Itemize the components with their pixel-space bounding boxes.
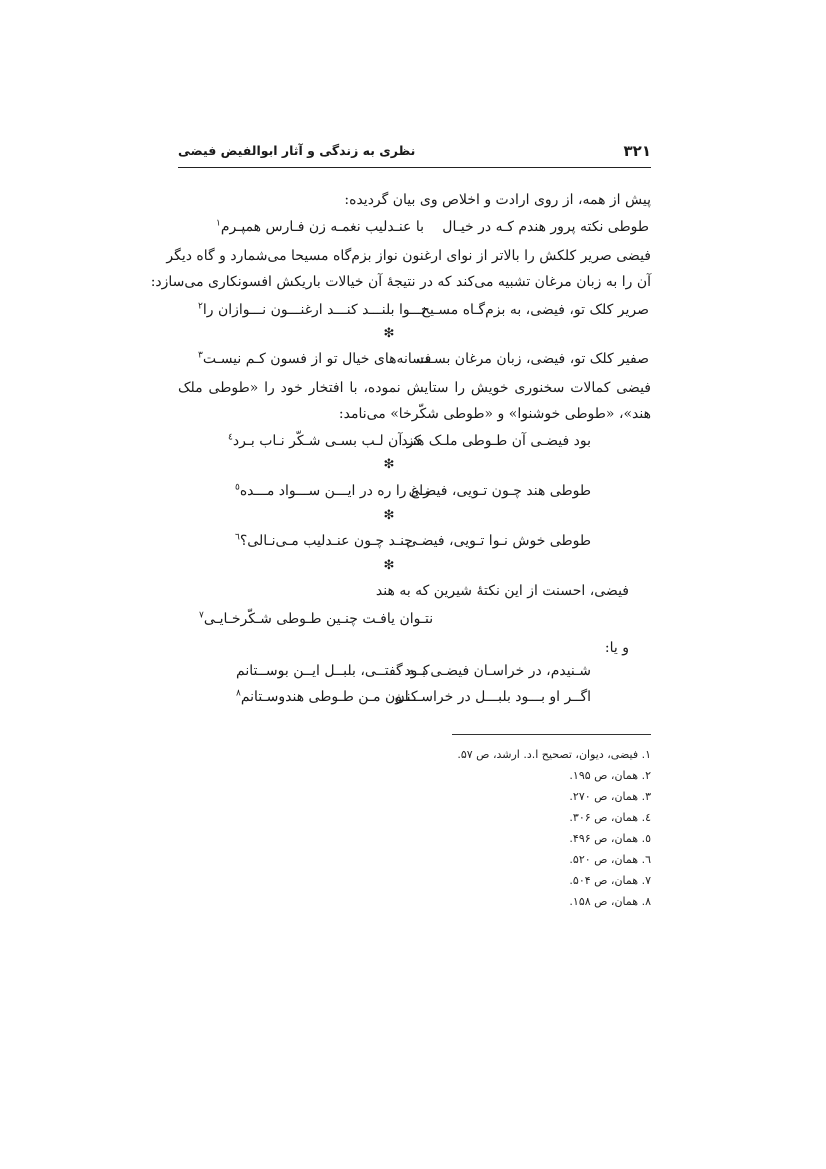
verse-4-left-text: کز آن لـب بسـی شـکّر نـاب بـرد [232, 433, 422, 449]
footnote-item: ٦. همان، ص ۵۲۰. [569, 853, 651, 866]
verse-separator-star: ❇ [383, 457, 395, 472]
verse-7-line-1: فیضی، احسنت از این نکتهٔ شیرین که به هند [375, 583, 629, 599]
header-divider [178, 167, 651, 168]
verse-2-left-text: نـــوا بلنـــد کنـــد ارغنـــون نـــوازان را [202, 302, 427, 318]
verse-9-left-hemistich [236, 687, 418, 707]
footnote-ref-5: ٥ [235, 482, 240, 493]
running-header [178, 140, 651, 164]
verse-1-left-hemistich [216, 217, 424, 237]
verse-9-left-text: کنـون مـن طـوطی هندوسـتانم [240, 689, 418, 705]
verse-8-right-text: شـنیدم، در خراسـان فیضـی بـود [404, 663, 591, 679]
footnote-item: ۳. همان، ص ۲۷۰. [569, 790, 651, 803]
footnote-divider [452, 734, 651, 735]
verse-8-left-text: کــه گفتــی، بلبــل ایــن بوســتانم [236, 663, 430, 679]
verse-2-right-hemistich [421, 300, 649, 320]
verse-5-left-text: زاغ را ره در ایـــن ســـواد مـــده [239, 483, 430, 499]
verse-1-left-text: با عنـدلیب نغمـه زن فـارس همپـرم [220, 219, 425, 235]
verse-3-left-text: فسانه‌های خیال تو از فسون کـم نیسـت [202, 351, 432, 367]
verse-9-right-text: اگــر او بـــود بلبـــل در خراســـان [394, 689, 591, 705]
footnote-item: ۱. فیضی، دیوان، تصحیح ا.د. ارشد، ص ۵۷. [457, 748, 651, 761]
verse-5-right-text: طوطی هند چـون تـویی، فیضـی [408, 483, 591, 499]
verse-5-left-hemistich [235, 481, 430, 501]
footnote-item: ۷. همان، ص ۵۰۴. [569, 874, 651, 887]
verse-9-right-hemistich [394, 687, 591, 707]
verse-5-right-hemistich [409, 481, 591, 501]
verse-4-right-text: بود فیضـی آن طـوطی ملـک هنـد [401, 433, 591, 449]
footnote-item: ٥. همان، ص ۴۹۶. [569, 832, 651, 845]
verse-separator-star: ❇ [383, 508, 395, 523]
verse-1-right-text: طوطی نکته پرور هندم کـه در خیـال [442, 219, 649, 235]
verse-7-line-2-text: نتـوان یافـت چنـین طـوطی شـکّرخـایـی [203, 611, 434, 627]
footnote-ref-2: ۲ [198, 301, 203, 312]
verse-8-right-hemistich [404, 661, 591, 681]
running-title: نظری به زندگی و آثار ابوالفیض فیضی [178, 143, 416, 158]
footnote-ref-1: ۱ [216, 218, 221, 229]
footnote-ref-3: ۳ [198, 350, 203, 361]
verse-4-left-hemistich [228, 431, 421, 451]
verse-6-right-hemistich [406, 531, 591, 551]
verse-separator-star: ❇ [383, 326, 395, 341]
verse-1-right-hemistich [442, 217, 649, 237]
footnote-ref-7: ۷ [199, 610, 204, 621]
verse-2-left-hemistich [198, 300, 426, 320]
paragraph-1-line-2: آن را به زبان مرغان تشبیه می‌کند که در نتیجهٔ آن خیالات باریکش افسونکاری می‌سازد: [150, 274, 651, 290]
page-number: ۳۲۱ [623, 142, 651, 160]
verse-2-right-text: صریر کلک تو، فیضی، به بزم‌گـاه مسـیح [420, 302, 649, 318]
footnote-item: ٤. همان، ص ۳۰۶. [569, 811, 651, 824]
verse-7-line-2 [199, 609, 433, 629]
verse-4-right-hemistich [401, 431, 591, 451]
verse-separator-star: ❇ [383, 558, 395, 573]
verse-6-right-text: طوطی خوش نـوا تـویی، فیضـی [405, 533, 591, 549]
intro-line: پیش از همه، از روی ارادت و اخلاص وی بیان گردیده: [344, 192, 651, 208]
paragraph-2-line-2: هند»، «طوطی خوشنوا» و «طوطی شکّرخا» می‌نامد: [338, 406, 651, 422]
footnote-item: ۲. همان، ص ۱۹۵. [569, 769, 651, 782]
verse-6-left-hemistich [235, 531, 413, 551]
verse-6-left-text: چنـد چـون عنـدلیب مـی‌نـالی؟ [239, 533, 413, 549]
verse-3-left-hemistich [198, 349, 431, 369]
verse-8-left-hemistich [236, 661, 430, 681]
footnote-item: ۸. همان، ص ۱۵۸. [569, 895, 651, 908]
or-line: و یا: [604, 640, 629, 656]
footnote-ref-8: ۸ [236, 688, 241, 699]
paragraph-2-line-1: فیضی کمالات سخنوری خویش را ستایش نموده، با افتخار خود را «طوطی ملک [178, 380, 651, 396]
footnote-ref-6: ٦ [235, 532, 240, 543]
paragraph-1-line-1: فیضی صریر کلکش را بالاتر از نوای ارغنون نواز بزم‌گاه مسیحا می‌شمارد و گاه دیگر [166, 248, 651, 264]
verse-3-right-text: صفیر کلک تو، فیضی، زبان مرغان بسـت [416, 351, 649, 367]
verse-3-right-hemistich [416, 349, 649, 369]
footnote-ref-4: ٤ [228, 432, 233, 443]
